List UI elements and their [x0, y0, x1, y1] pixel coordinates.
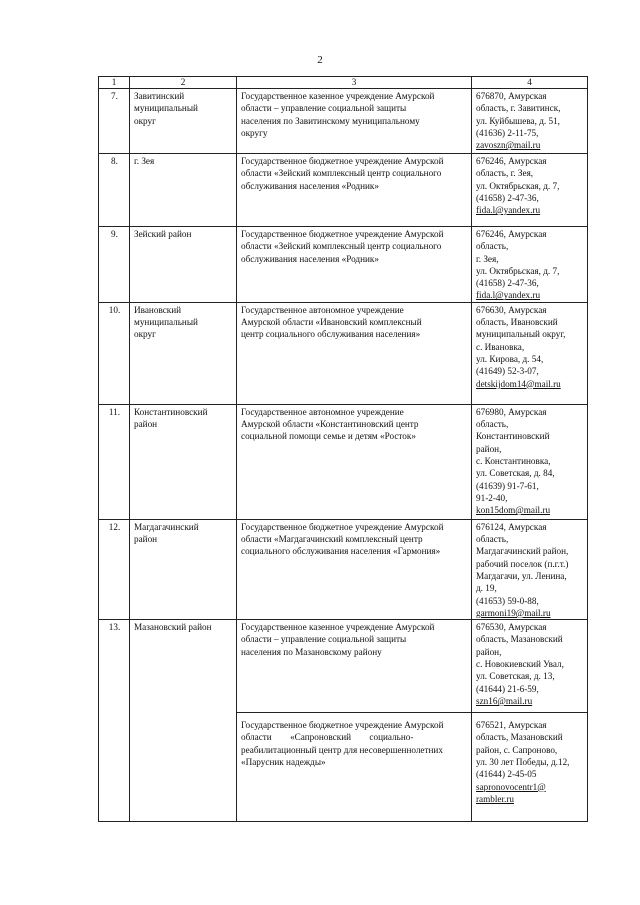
- address-line: район, с. Сапроново,: [476, 744, 558, 755]
- address-line: область,: [476, 241, 509, 252]
- address-line: область, г. Зея,: [476, 168, 534, 179]
- row-number: 7.: [99, 89, 130, 154]
- institution-line: Государственное бюджетное учреждение Амурской: [241, 720, 444, 731]
- district-cell: [130, 89, 237, 154]
- address-line: 676246, Амурская: [476, 229, 547, 239]
- institution-line: Государственное автономное учреждение: [241, 304, 404, 315]
- table-row: [99, 404, 588, 519]
- district-line: Зейский район: [134, 229, 192, 239]
- district-line: Мазановский район: [134, 622, 212, 633]
- institution-line: Государственное казенное учреждение Амурской: [241, 622, 435, 633]
- institution-cell: [237, 404, 472, 519]
- institution-line: обслуживания населения «Родник»: [241, 180, 379, 191]
- address-line: район,: [476, 646, 502, 657]
- address-line: (41658) 2-47-36,: [476, 278, 539, 289]
- district-cell: [130, 227, 237, 303]
- institution-line: населения по Мазановскому району: [241, 646, 382, 657]
- address-line: г. Зея,: [476, 253, 499, 264]
- address-line: с. Ивановка,: [476, 341, 525, 352]
- address-line: (41658) 2-47-36,: [476, 192, 539, 203]
- address-line: с. Новокиевский Увал,: [476, 659, 564, 670]
- column-header-3: 3: [237, 77, 472, 89]
- district-cell: [130, 302, 237, 404]
- institution-line: обслуживания населения «Родник»: [241, 253, 379, 264]
- institution-line: реабилитационный центр для несовершеннолетних: [241, 744, 443, 755]
- address-line: область, Мазановский: [476, 634, 563, 645]
- institution-line: Амурской области «Ивановский комплексный: [241, 317, 422, 328]
- table-row: [99, 227, 588, 303]
- institution-cell: [237, 302, 472, 404]
- address-line: ул. 30 лет Победы, д.12,: [476, 757, 570, 768]
- address-line: ул. Кирова, д. 54,: [476, 353, 544, 364]
- institution-cell: [237, 713, 472, 822]
- address-line: муниципальный округ,: [476, 329, 566, 340]
- address-line: ул. Октябрьская, д. 7,: [476, 265, 560, 276]
- row-number: 11.: [99, 404, 130, 519]
- district-cell: [130, 154, 237, 227]
- institution-line: социального обслуживания населения «Гармония»: [241, 546, 441, 557]
- address-line: (41644) 21-6-59,: [476, 683, 539, 694]
- email-link[interactable]: fida.l@yandex.ru: [476, 290, 541, 301]
- table-row: [99, 302, 588, 404]
- address-cell: [472, 302, 588, 404]
- email-link[interactable]: rambler.ru: [476, 793, 515, 804]
- address-line: ул. Октябрьская, д. 7,: [476, 180, 560, 191]
- institution-line: области – управление социальной защиты: [241, 634, 407, 645]
- email-link[interactable]: sapronovocentr1@: [476, 781, 546, 792]
- district-line: муниципальный: [134, 317, 198, 328]
- address-line: 676530, Амурская: [476, 622, 547, 633]
- address-line: (41639) 91-7-61,: [476, 480, 539, 491]
- table-body: [99, 89, 588, 822]
- district-line: Магдагачинский: [134, 521, 199, 532]
- district-line: Ивановский: [134, 304, 182, 315]
- address-line: 676124, Амурская: [476, 521, 547, 532]
- address-line: ул. Советская, д. 13,: [476, 671, 555, 682]
- address-cell: [472, 713, 588, 822]
- column-header-4: 4: [472, 77, 588, 89]
- institutions-table: [98, 76, 588, 822]
- address-cell: [472, 227, 588, 303]
- district-line: Завитинский: [134, 91, 185, 101]
- address-line: 91-2-40,: [476, 492, 508, 503]
- address-line: (41649) 52-3-07,: [476, 366, 539, 377]
- address-line: (41644) 2-45-05: [476, 769, 537, 780]
- address-line: 676246, Амурская: [476, 156, 547, 166]
- district-cell: [130, 519, 237, 619]
- page-number: 2: [317, 54, 323, 66]
- table-row: [99, 519, 588, 619]
- institution-cell: [237, 519, 472, 619]
- row-number: 10.: [99, 302, 130, 404]
- address-line: ул. Советская, д. 84,: [476, 468, 555, 479]
- table-row: [99, 89, 588, 154]
- address-line: ул. Куйбышева, д. 51,: [476, 115, 560, 126]
- address-line: Константиновский: [476, 431, 550, 442]
- district-line: район: [134, 534, 158, 545]
- address-line: (41636) 2-11-75,: [476, 127, 539, 138]
- address-line: Магдагачинский район,: [476, 546, 569, 557]
- address-line: 676521, Амурская: [476, 720, 547, 731]
- address-line: область,: [476, 534, 509, 545]
- institution-line: социальной помощи семье и детям «Росток»: [241, 431, 416, 442]
- institution-line: центр социального обслуживания населения»: [241, 329, 421, 340]
- institution-line: Государственное автономное учреждение: [241, 406, 404, 417]
- address-cell: [472, 89, 588, 154]
- institution-line: Государственное бюджетное учреждение Амурской: [241, 229, 444, 239]
- address-line: д. 19,: [476, 583, 497, 594]
- row-number: 13.: [99, 620, 130, 822]
- institution-line: Государственное бюджетное учреждение Амурской: [241, 521, 444, 532]
- address-line: Магдагачи, ул. Ленина,: [476, 570, 567, 581]
- address-line: область,: [476, 419, 509, 430]
- table-row: [99, 154, 588, 227]
- address-cell: [472, 519, 588, 619]
- institution-line: населения по Завитинскому муниципальному: [241, 115, 420, 126]
- district-line: г. Зея: [134, 156, 155, 166]
- address-line: область, Ивановский: [476, 317, 558, 328]
- email-link[interactable]: fida.l@yandex.ru: [476, 205, 541, 216]
- table-header-row: [99, 77, 588, 89]
- district-cell: [130, 404, 237, 519]
- address-line: (41653) 59-0-88,: [476, 595, 539, 606]
- district-line: муниципальный: [134, 103, 198, 114]
- email-link[interactable]: garmoni19@mail.ru: [476, 607, 551, 618]
- address-line: район,: [476, 443, 502, 454]
- email-link[interactable]: szn16@mail.ru: [476, 695, 533, 706]
- address-cell: [472, 620, 588, 713]
- institution-line: «Парусник надежды»: [241, 757, 326, 768]
- address-cell: [472, 404, 588, 519]
- row-number: 9.: [99, 227, 130, 303]
- address-line: 676980, Амурская: [476, 406, 547, 417]
- row-number: 8.: [99, 154, 130, 227]
- institution-line: области «Магдагачинский комплексный центр: [241, 534, 423, 545]
- address-cell: [472, 154, 588, 227]
- district-line: Константиновский: [134, 406, 208, 417]
- address-line: 676870, Амурская: [476, 91, 547, 101]
- address-line: рабочий поселок (п.г.т.): [476, 558, 569, 569]
- address-line: 676630, Амурская: [476, 304, 547, 315]
- district-line: округ: [134, 329, 156, 340]
- institution-line: области – управление социальной защиты: [241, 103, 407, 114]
- district-line: округ: [134, 115, 156, 126]
- institution-line: Государственное бюджетное учреждение Амурской: [241, 156, 444, 166]
- institution-line: области «Зейский комплексный центр социального: [241, 168, 442, 179]
- institution-cell: [237, 154, 472, 227]
- district-cell: [130, 620, 237, 822]
- institution-line: области «Зейский комплексный центр социального: [241, 241, 442, 252]
- email-link[interactable]: kon15dom@mail.ru: [476, 505, 551, 516]
- district-line: район: [134, 419, 158, 430]
- table-row: [99, 620, 588, 713]
- address-line: с. Константиновка,: [476, 455, 551, 466]
- email-link[interactable]: zavoszn@mail.ru: [476, 140, 541, 151]
- institution-line: области «Сапроновский социально-: [241, 732, 414, 743]
- column-header-2: 2: [130, 77, 237, 89]
- address-line: область, Мазановский: [476, 732, 563, 743]
- institution-cell: [237, 620, 472, 713]
- column-header-1: 1: [99, 77, 130, 89]
- institution-cell: [237, 89, 472, 154]
- address-line: область, г. Завитинск,: [476, 103, 561, 114]
- institution-line: Государственное казенное учреждение Амурской: [241, 91, 435, 101]
- email-link[interactable]: detskijdom14@mail.ru: [476, 378, 561, 389]
- institution-line: Амурской области «Константиновский центр: [241, 419, 419, 430]
- institution-cell: [237, 227, 472, 303]
- institution-line: округу: [241, 127, 268, 138]
- row-number: 12.: [99, 519, 130, 619]
